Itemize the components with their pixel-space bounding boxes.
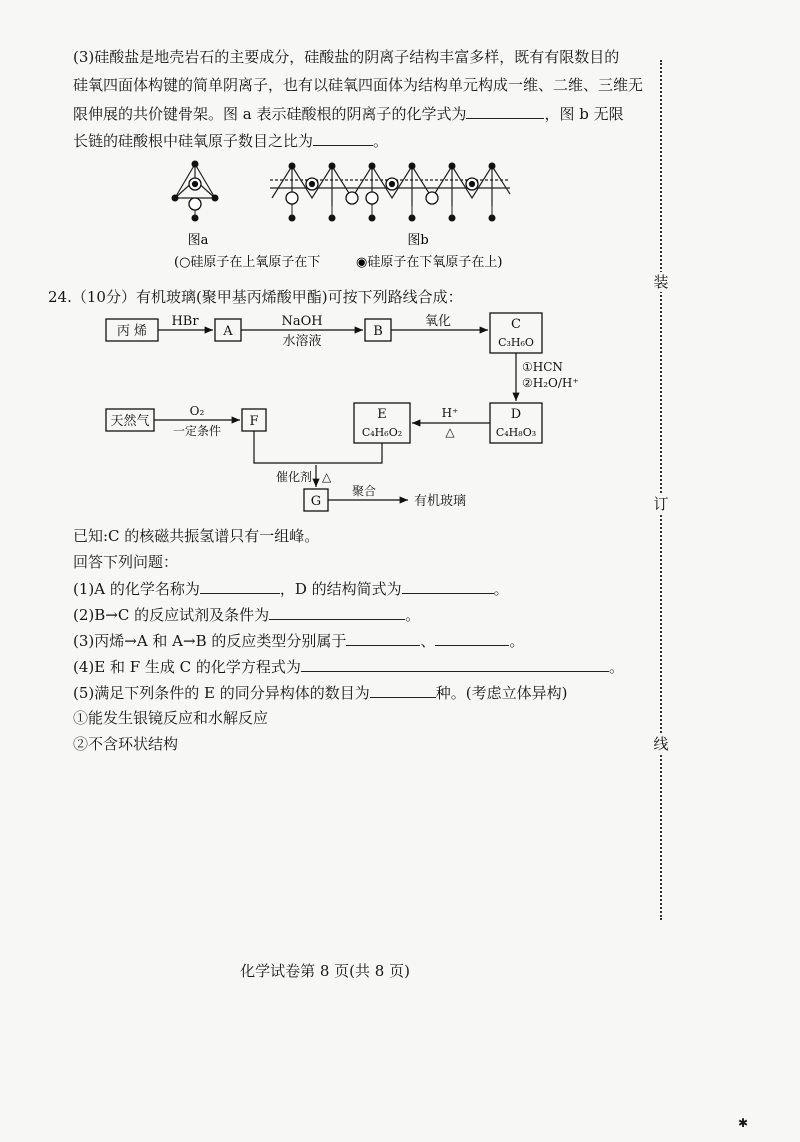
condition-heat: △ <box>445 425 455 439</box>
q24-sub-1-c: 。 <box>493 580 509 598</box>
binding-margin-line <box>660 60 662 920</box>
box-D-formula: C₄H₈O₃ <box>495 426 537 439</box>
margin-char-zhuang: 装 <box>650 272 672 292</box>
margin-char-ding: 订 <box>650 494 672 514</box>
box-natural-gas: 天然气 <box>110 414 150 429</box>
box-propene: 丙 烯 <box>116 324 148 339</box>
box-D-label: D <box>510 407 522 422</box>
q23-line-4-end: 。 <box>373 132 389 150</box>
q24-condition-1: ①能发生银镜反应和水解反应 <box>73 709 269 727</box>
figure-b-label: 图b <box>407 233 429 248</box>
margin-char-xian: 线 <box>650 734 672 754</box>
q24-sub-4-a: (4)E 和 F 生成 C 的化学方程式为 <box>73 658 301 676</box>
condition-catalyst: 催化剂 <box>275 470 312 484</box>
reagent-h2o: ②H₂O/H⁺ <box>522 376 579 390</box>
q23-line-3-text: 限伸展的共价键骨架。图 a 表示硅酸根的阴离子的化学式为 <box>73 105 467 123</box>
q23-line-4 <box>73 131 388 150</box>
q24-sub-5-b: 种。(考虑立体异构) <box>435 684 568 702</box>
legend-open: (○硅原子在上氧原子在下 <box>174 255 321 270</box>
q24-sub-4 <box>73 657 624 676</box>
box-G: G <box>310 494 322 509</box>
reagent-hplus: H⁺ <box>441 406 459 420</box>
condition-oxidation: 氧化 <box>424 314 452 329</box>
q24-sub-3-b: 、 <box>420 632 436 650</box>
reagent-hcn: ①HCN <box>522 360 563 374</box>
q24-sub-2 <box>73 605 420 624</box>
condition-polymerize: 聚合 <box>351 484 377 498</box>
q24-sub-3 <box>73 631 524 650</box>
answer-blank-reaction-type-1[interactable] <box>346 631 420 646</box>
q24-sub-3-a: (3)丙烯→A 和 A→B 的反应类型分别属于 <box>73 632 347 650</box>
q24-sub-5 <box>73 683 567 702</box>
box-E-formula: C₄H₆O₂ <box>361 426 403 439</box>
box-E-label: E <box>377 407 387 422</box>
q24-sub-1-b: ，D 的结构简式为 <box>279 580 402 598</box>
q24-sub-2-a: (2)B→C 的反应试剂及条件为 <box>73 606 270 624</box>
q23-line-1: (3)硅酸盐是地壳岩石的主要成分，硅酸盐的阴离子结构丰富多样，既有有限数目的 <box>73 48 620 66</box>
answer-blank-formula[interactable] <box>466 104 544 119</box>
reagent-hbr: HBr <box>171 314 199 329</box>
q23-line-2: 硅氧四面体构键的简单阴离子，也有以硅氧四面体为结构单元构成一维、二维、三维无 <box>73 76 644 94</box>
reagent-naoh: NaOH <box>281 314 323 329</box>
page-footer: 化学试卷第 8 页(共 8 页) <box>240 962 410 980</box>
q24-sub-1-a: (1)A 的化学名称为 <box>73 580 200 598</box>
condition-water-bath: 水溶液 <box>282 334 322 349</box>
answer-blank-isomer-count[interactable] <box>370 683 436 698</box>
answer-blank-reaction-type-2[interactable] <box>435 631 509 646</box>
answer-blank-b-to-c[interactable] <box>269 605 405 620</box>
synthesis-flow-diagram <box>90 305 579 510</box>
box-C-formula: C₃H₆O <box>498 336 534 349</box>
box-F: F <box>249 414 259 429</box>
figure-a-label: 图a <box>187 233 209 248</box>
q24-sub-3-c: 。 <box>509 632 525 650</box>
q24-condition-2: ②不含环状结构 <box>73 735 179 753</box>
box-A: A <box>223 324 233 339</box>
corner-mark: ✱ <box>738 1116 749 1130</box>
answer-blank-equation[interactable] <box>301 657 609 672</box>
q23-line-3 <box>73 104 624 123</box>
q24-sub-5-a: (5)满足下列条件的 E 的同分异构体的数目为 <box>73 684 370 702</box>
condition-certain: 一定条件 <box>172 424 222 438</box>
answer-blank-a-name[interactable] <box>200 579 280 594</box>
legend-filled: ◉硅原子在下氧原子在上) <box>356 255 503 270</box>
box-B: B <box>373 324 383 339</box>
box-C-label: C <box>511 317 521 332</box>
q23-line-4-text: 长链的硅酸根中硅氧原子数目之比为 <box>73 132 314 150</box>
q24-sub-1 <box>73 579 509 598</box>
q24-intro: 24.（10分）有机玻璃(聚甲基丙烯酸甲酯)可按下列路线合成： <box>48 288 463 306</box>
answer-blank-d-structure[interactable] <box>402 579 494 594</box>
q23-line-3-end: ，图 b 无限 <box>544 105 624 123</box>
condition-catalyst-heat: △ <box>322 470 332 484</box>
q24-sub-2-b: 。 <box>405 606 421 624</box>
q24-answer-prompt: 回答下列问题： <box>73 553 179 571</box>
answer-blank-ratio[interactable] <box>313 131 373 146</box>
product-organic-glass: 有机玻璃 <box>414 494 467 509</box>
reagent-o2: O₂ <box>189 404 205 418</box>
q24-sub-4-b: 。 <box>608 658 624 676</box>
silicate-figure <box>160 158 520 276</box>
q24-known: 已知:C 的核磁共振氢谱只有一组峰。 <box>73 527 320 545</box>
